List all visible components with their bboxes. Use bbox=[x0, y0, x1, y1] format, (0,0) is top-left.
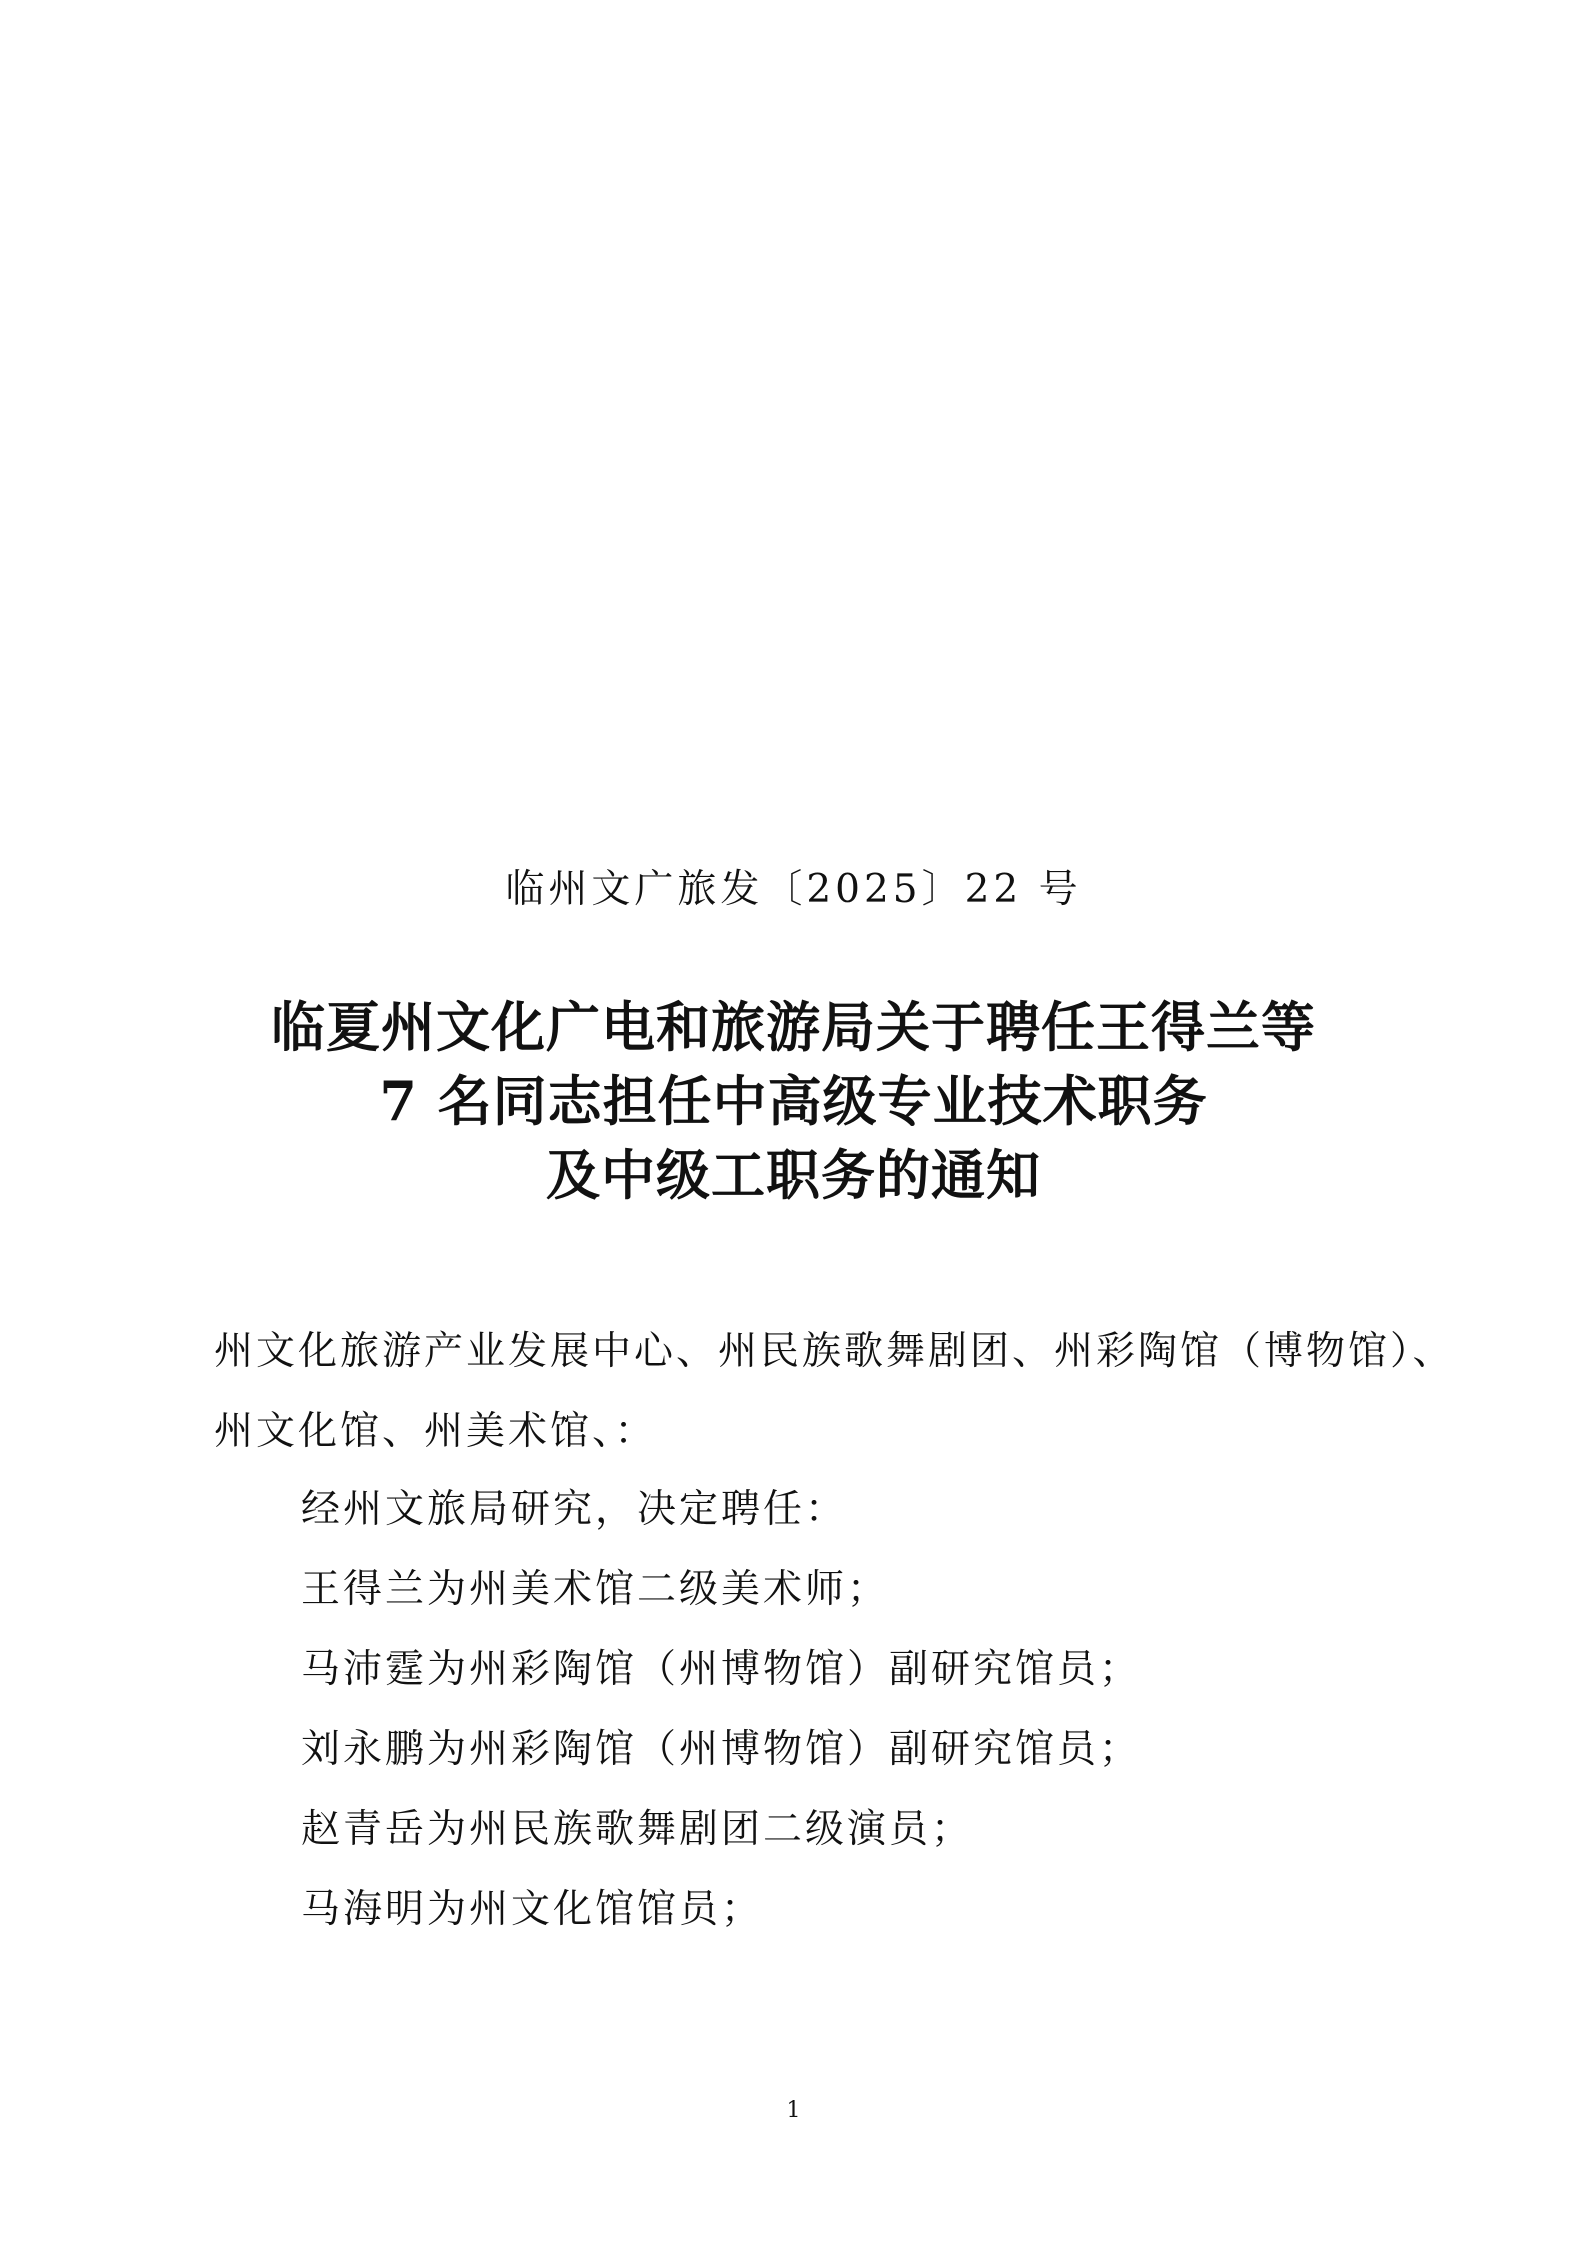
appointment-item: 赵青岳为州民族歌舞剧团二级演员； bbox=[301, 1807, 974, 1852]
appointment-item: 刘永鹏为州彩陶馆（州博物馆）副研究馆员； bbox=[301, 1727, 1142, 1772]
recipients-line-1: 州文化旅游产业发展中心、州民族歌舞剧团、州彩陶馆（博物馆）、 bbox=[214, 1329, 1455, 1374]
appointment-item: 马海明为州文化馆馆员； bbox=[301, 1887, 764, 1932]
intro-paragraph: 经州文旅局研究，决定聘任： bbox=[301, 1487, 848, 1532]
title-line-2: 7 名同志担任中高级专业技术职务 bbox=[379, 1069, 1208, 1133]
title-line-1: 临夏州文化广电和旅游局关于聘任王得兰等 bbox=[271, 995, 1316, 1059]
document-body bbox=[301, 1470, 1451, 1950]
document-number: 临州文广旅发〔2025〕22 号 bbox=[505, 867, 1082, 912]
title-line-3: 及中级工职务的通知 bbox=[546, 1143, 1041, 1207]
recipients bbox=[214, 1312, 1455, 1472]
page-number: 1 bbox=[786, 2098, 801, 2123]
appointment-item: 王得兰为州美术馆二级美术师； bbox=[301, 1567, 890, 1612]
recipients-line-2: 州文化馆、州美术馆、： bbox=[214, 1409, 657, 1454]
document-title bbox=[0, 990, 1587, 1212]
appointment-item: 马沛霆为州彩陶馆（州博物馆）副研究馆员； bbox=[301, 1647, 1142, 1692]
